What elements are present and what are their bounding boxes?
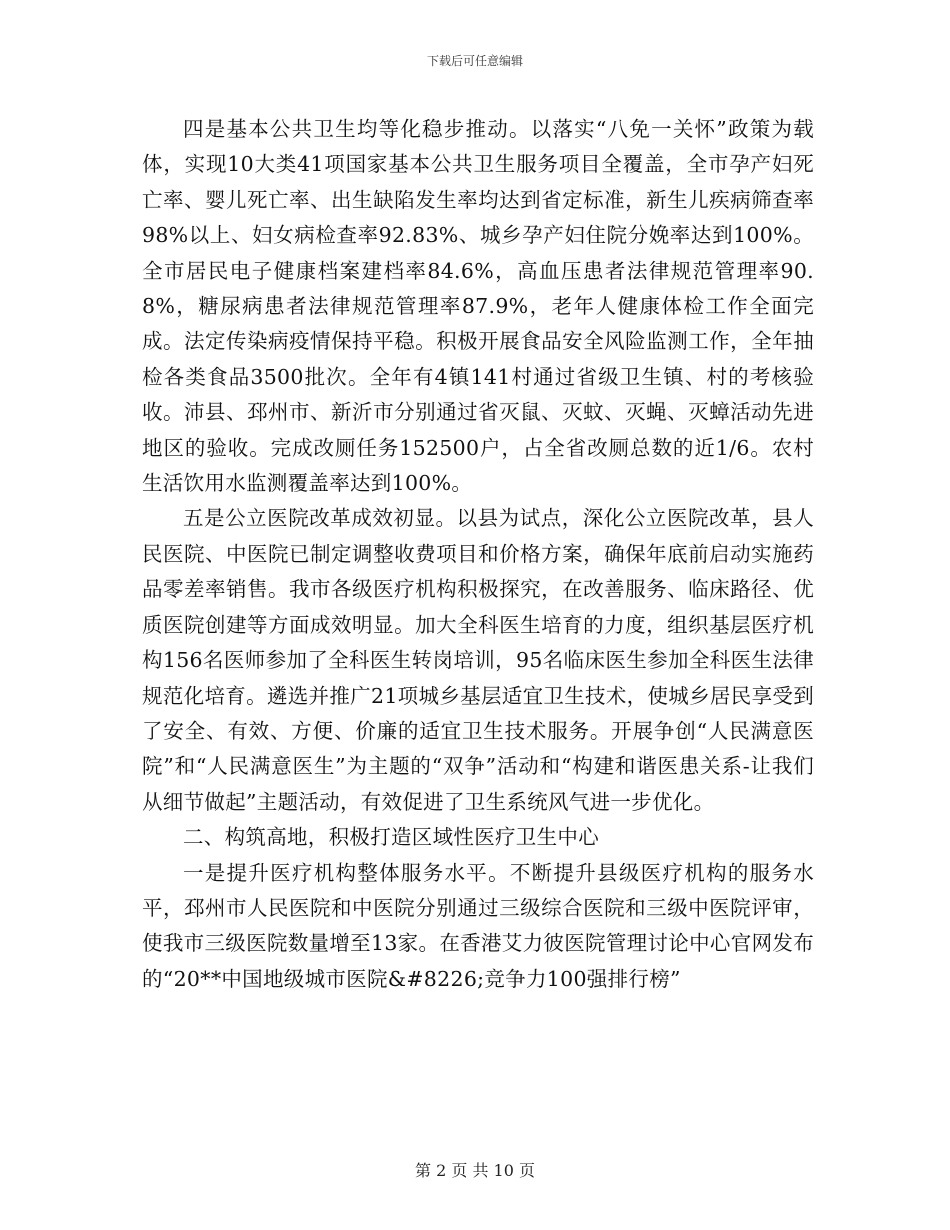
paragraph-public-health: 四是基本公共卫生均等化稳步推动。以落实“八免一关怀”政策为载体，实现10大类41项国家基本公共卫生服务项目全覆盖，全市孕产妇死亡率、婴儿死亡率、出生缺陷发生率均达到省定标准，新生儿疾病筛查率98%以上、妇女病检查率92.83%、城乡孕产妇住院分娩率达到100%。全市居民电子健康档案建档率84.6%，高血压患者法律规范管理率90.8%，糖尿病患者法律规范管理率87.9%，老年人健康体检工作全面完成。法定传染病疫情保持平稳。积极开展食品安全风险监测工作，全年抽检各类食品3500批次。全年有4镇141村通过省级卫生镇、村的考核验收。沛县、邳州市、新沂市分别通过省灭鼠、灭蚊、灭蝇、灭蟑活动先进地区的验收。完成改厕任务152500户，占全省改厕总数的近1/6。农村生活饮用水监测覆盖率达到100%。 bbox=[142, 117, 814, 496]
page-header: 下载后可任意编辑 bbox=[426, 54, 523, 68]
page-footer: 第 2 页 共 10 页 bbox=[415, 1161, 535, 1180]
paragraph-service-level: 一是提升医疗机构整体服务水平。不断提升县级医疗机构的服务水平，邳州市人民医院和中医院分别通过三级综合医院和三级中医院评审，使我市三级医院数量增至13家。在香港艾力彼医院管理讨论中心官网发布的“20**中国地级城市医院&#8226;竞争力100强排行榜” bbox=[142, 860, 814, 991]
section-heading: 二、构筑高地，积极打造区域性医疗卫生中心 bbox=[183, 825, 599, 850]
document-body bbox=[142, 112, 814, 997]
paragraph-hospital-reform: 五是公立医院改革成效初显。以县为试点，深化公立医院改革，县人民医院、中医院已制定调整收费项目和价格方案，确保年底前启动实施药品零差率销售。我市各级医疗机构积极探究，在改善服务、临床路径、优质医院创建等方面成效明显。加大全科医生培育的力度，组织基层医疗机构156名医师参加了全科医生转岗培训，95名临床医生参加全科医生法律规范化培育。遴选并推广21项城乡基层适宜卫生技术，使城乡居民享受到了安全、有效、方便、价廉的适宜卫生技术服务。开展争创“人民满意医院”和“人民满意医生”为主题的“双争”活动和“构建和谐医患关系-让我们从细节做起”主题活动，有效促进了卫生系统风气进一步优化。 bbox=[142, 506, 814, 814]
